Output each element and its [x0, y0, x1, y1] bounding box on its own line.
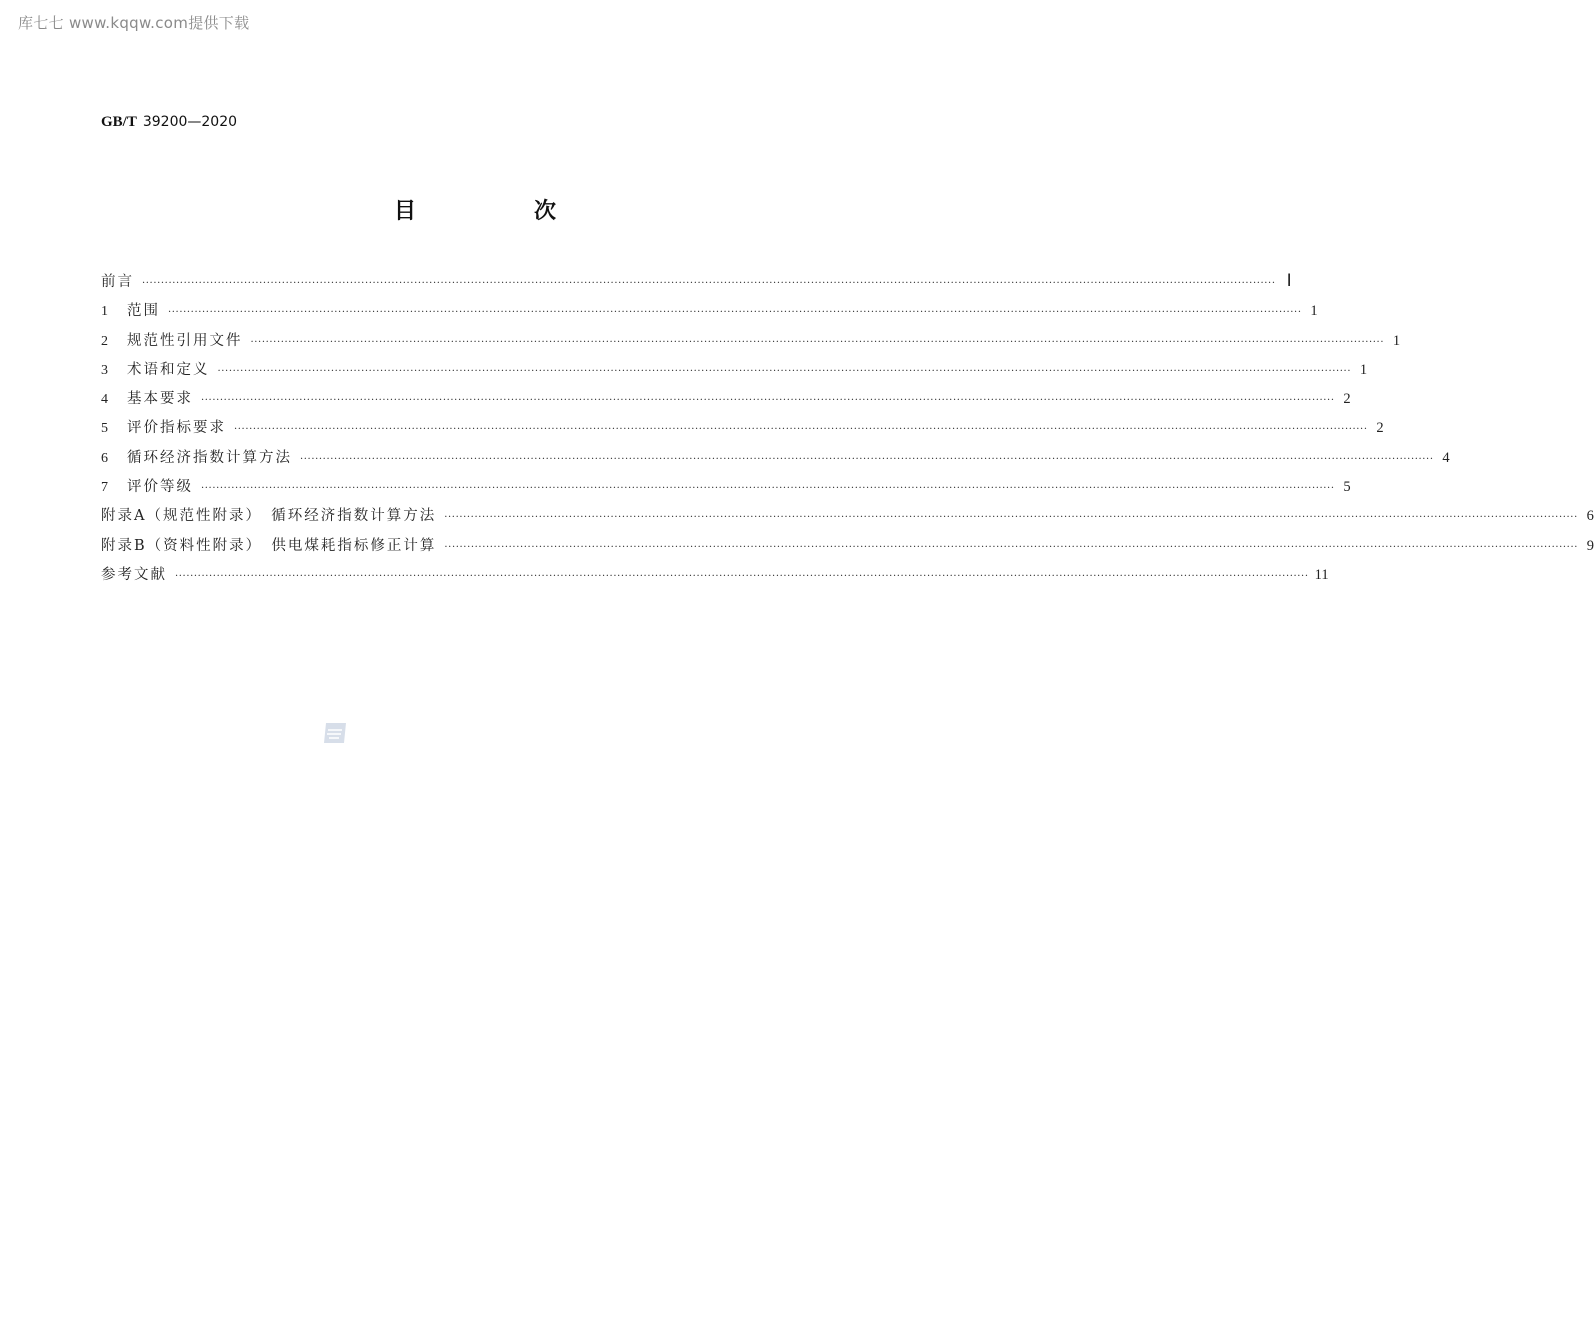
toc-entry-page: 1	[1359, 361, 1368, 378]
toc-entry-appendix-b[interactable]	[101, 534, 1594, 563]
toc-entry-page: 9	[1586, 537, 1594, 554]
toc-entry-6[interactable]	[101, 446, 1450, 475]
toc-entry-label: 附录A（规范性附录） 循环经济指数计算方法	[101, 508, 437, 525]
toc-entry-page: 5	[1343, 479, 1351, 496]
toc-entry-label: 参考文献	[101, 566, 167, 583]
toc-entry-references[interactable]	[101, 563, 1329, 592]
standard-code	[101, 114, 237, 131]
toc-leader-dots: ············································································································································································································································································································	[201, 483, 1335, 495]
toc-entry-page: 2	[1376, 420, 1384, 437]
toc-entry-4[interactable]	[101, 387, 1351, 416]
toc-entry-label: 评价指标要求	[127, 420, 226, 437]
toc-entry-label: 规范性引用文件	[127, 332, 243, 349]
toc-leader-dots: ············································································································································································································································································································	[234, 424, 1368, 436]
toc-entry-label: 基本要求	[127, 391, 193, 408]
toc-entry-7[interactable]	[101, 475, 1351, 504]
toc-leader-dots: ············································································································································································································································································································	[250, 336, 1385, 348]
standard-code-number: 39200—2020	[142, 114, 238, 130]
toc-entry-page: 1	[1392, 332, 1401, 349]
toc-entry-page: 2	[1343, 391, 1351, 408]
toc-entry-label: 术语和定义	[127, 361, 210, 378]
toc-leader-dots: ············································································································································································································································································································	[217, 365, 1352, 377]
toc-entry-preface[interactable]	[101, 270, 1292, 299]
toc-entry-label: 附录B（资料性附录） 供电煤耗指标修正计算	[101, 537, 437, 554]
toc-leader-dots: ············································································································································································································································································································	[142, 278, 1276, 289]
toc-leader-dots: ············································································································································································································································································································	[300, 453, 1434, 465]
toc-leader-dots: ············································································································································································································································································································	[168, 307, 1302, 319]
toc-entry-number: 1	[101, 304, 108, 320]
toc-entry-page: 11	[1314, 566, 1329, 583]
download-watermark: 库七七 www.kqqw.com提供下载	[18, 14, 250, 32]
standard-code-prefix: GB/T	[101, 114, 137, 130]
toc-entry-1[interactable]	[101, 299, 1318, 328]
toc-leader-dots: ············································································································································································································································································································	[201, 395, 1335, 407]
toc-entry-5[interactable]	[101, 416, 1384, 445]
toc-entry-label: 循环经济指数计算方法	[127, 449, 292, 466]
toc-leader-dots: ············································································································································································································································································································	[444, 541, 1579, 553]
page-title: 目 次	[393, 199, 604, 224]
sac-logo-icon	[322, 721, 348, 745]
toc-entry-2[interactable]	[101, 329, 1401, 358]
toc-entry-page: 1	[1310, 303, 1318, 320]
toc-entry-3[interactable]	[101, 358, 1368, 387]
toc-entry-label: 评价等级	[127, 479, 193, 496]
toc-entry-page: 6	[1586, 508, 1594, 525]
toc-entry-number: 2	[101, 333, 108, 349]
toc-entry-label: 前言	[101, 274, 134, 290]
toc-leader-dots: ············································································································································································································································································································	[175, 570, 1309, 582]
toc-entry-page: Ⅰ	[1286, 271, 1292, 290]
toc-entry-number: 5	[101, 421, 108, 437]
toc-entry-label: 范围	[127, 303, 160, 320]
toc-leader-dots: ············································································································································································································································································································	[444, 512, 1578, 524]
toc-entry-number: 3	[101, 362, 108, 378]
toc-entry-number: 7	[101, 480, 108, 496]
toc-entry-number: 4	[101, 392, 108, 408]
table-of-contents	[101, 270, 1594, 592]
toc-entry-page: 4	[1442, 449, 1450, 466]
toc-entry-appendix-a[interactable]	[101, 504, 1594, 533]
toc-entry-number: 6	[101, 450, 108, 466]
